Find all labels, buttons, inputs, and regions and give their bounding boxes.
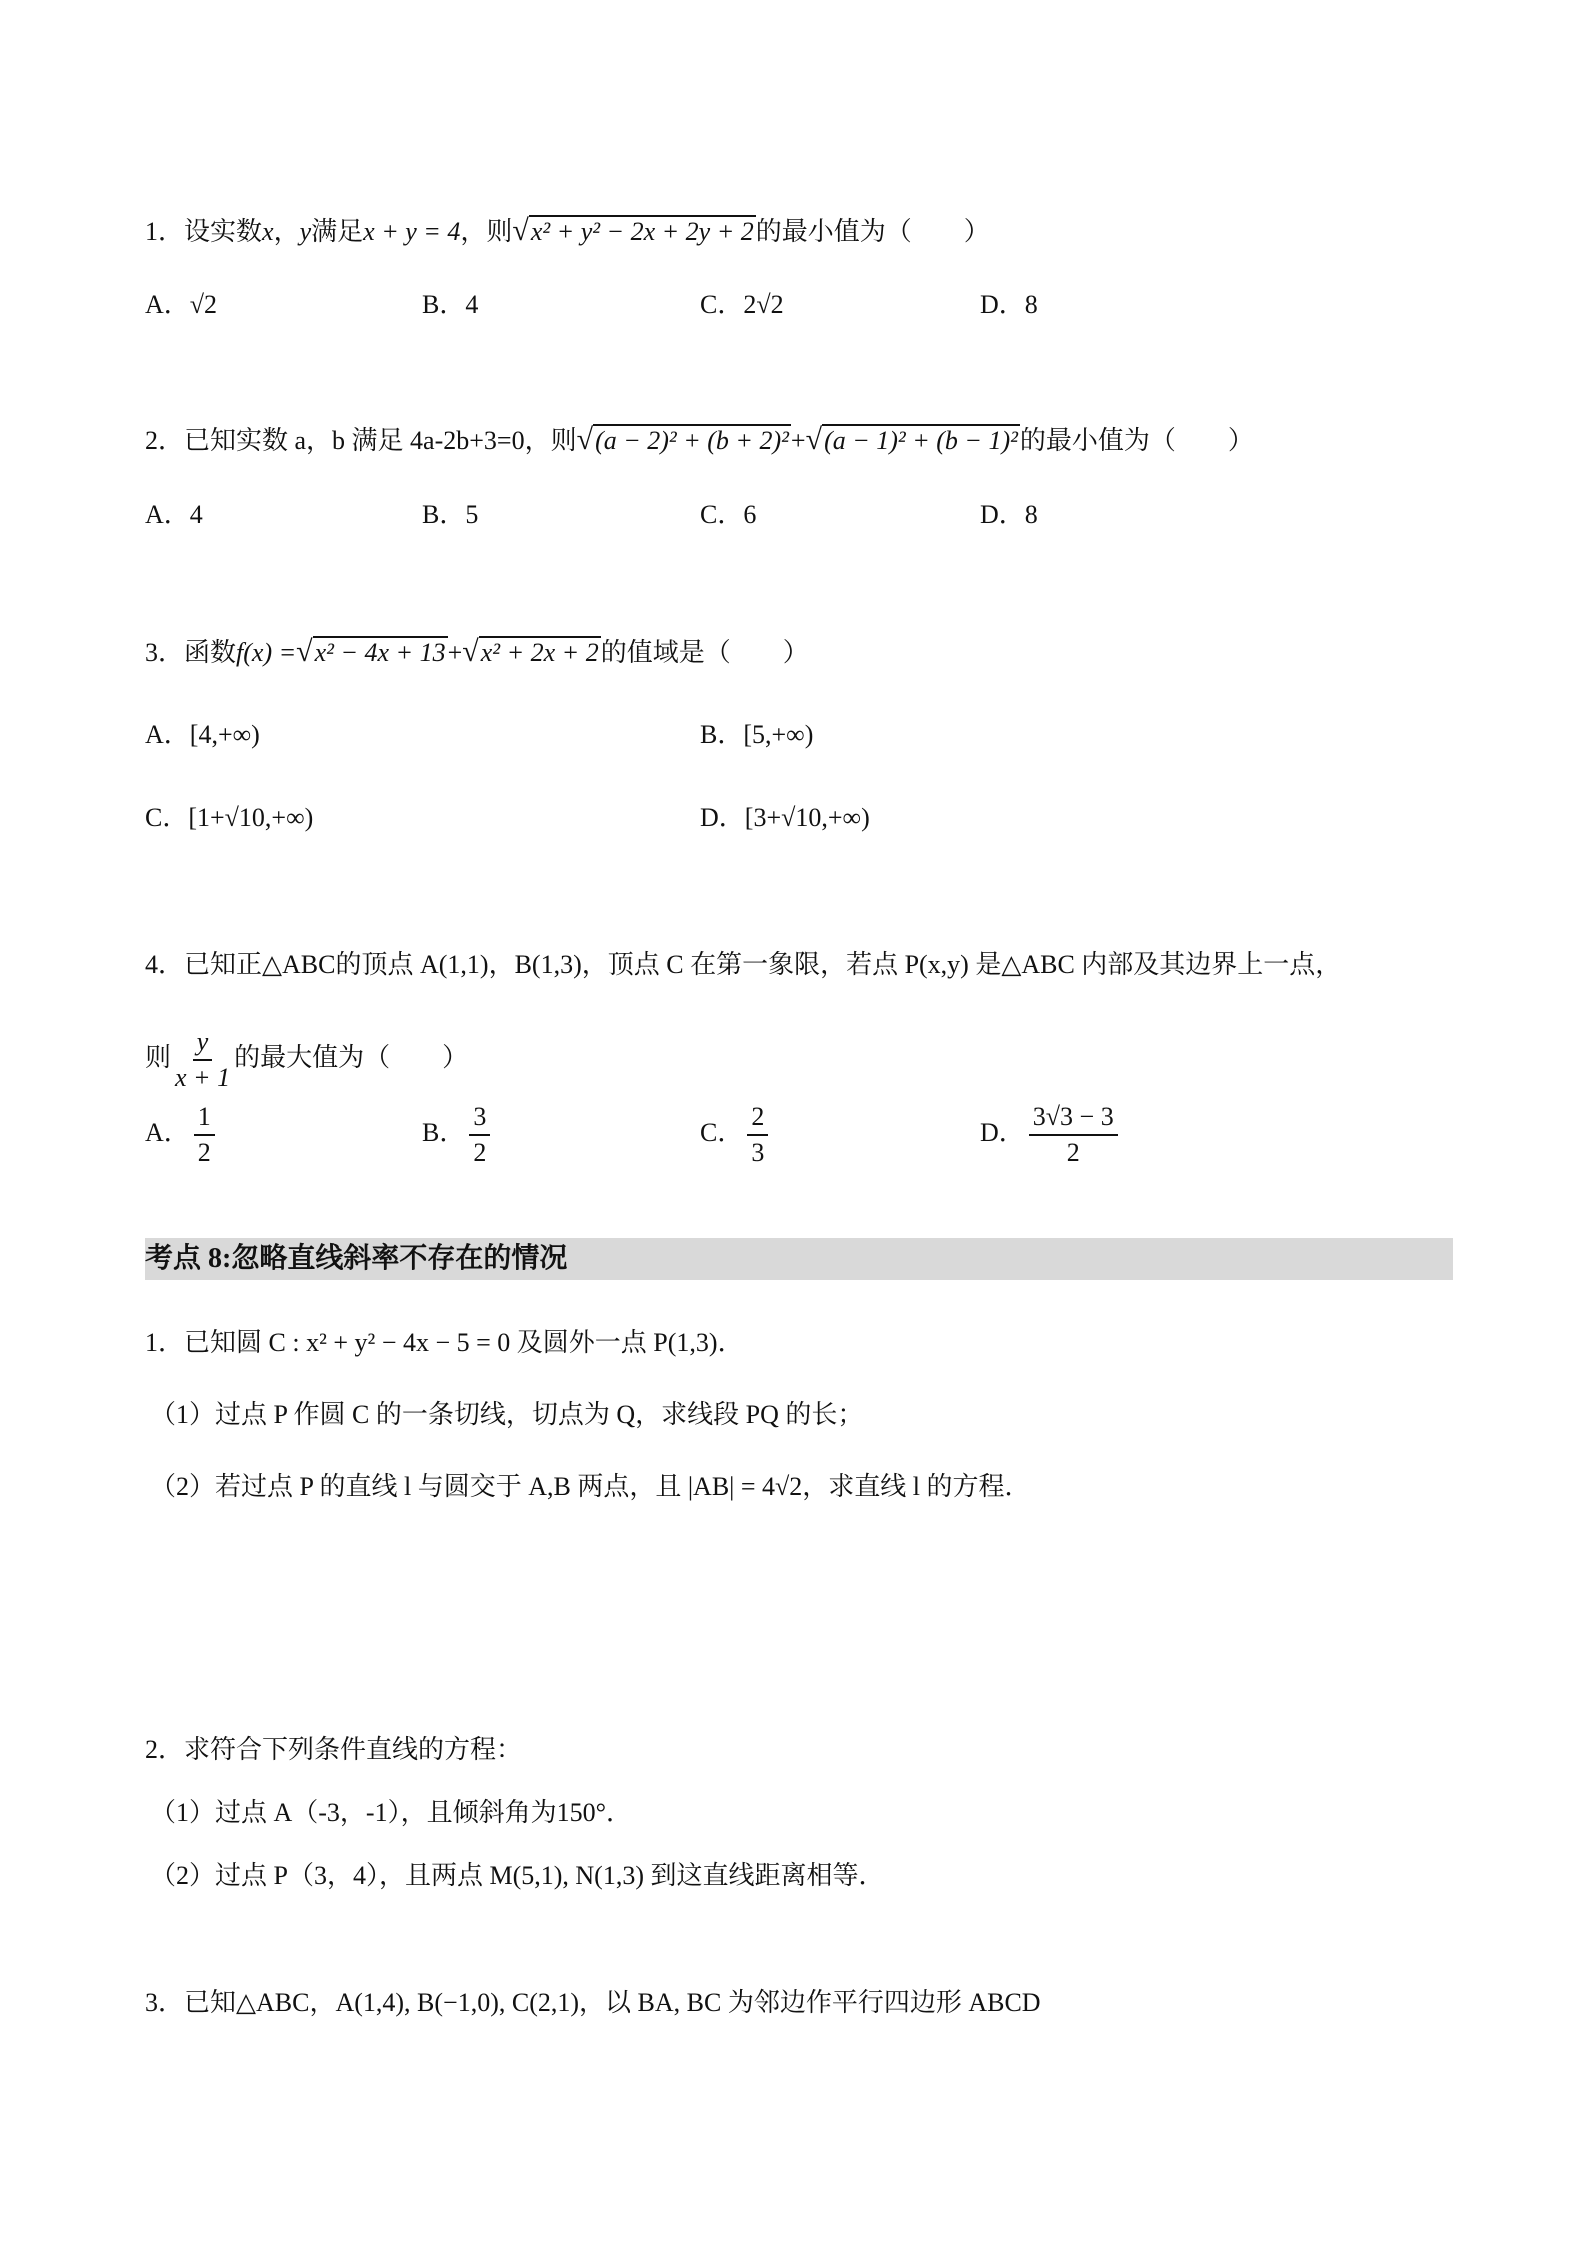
- question-4-line2: 则 $\frac{y}{x + 1}$ 的最大值为（ ）: [145, 1025, 468, 1095]
- section-question-1: 1．已知圆 C : x² + y² − 4x − 5 = 0 及圆外一点 P(1,3)．: [145, 1328, 744, 1357]
- sqrt-expression: √x² + y² − 2x + 2y + 2: [512, 214, 754, 247]
- option-a: A．4: [145, 500, 203, 529]
- q-text: 已知实数 a，b 满足 4a-2b+3=0，则: [184, 426, 577, 455]
- option-a: A． $\frac{1}{2}$: [145, 1100, 219, 1170]
- option-c: C． $\frac{2}{3}$: [700, 1100, 772, 1170]
- option-a: A．√2: [145, 290, 218, 319]
- q-number: 1．: [145, 217, 185, 246]
- option-d: D．[3+√10,+∞): [700, 803, 870, 832]
- section-question-3: 3．已知△ABC，A(1,4), B(−1,0), C(2,1)，以 BA, BC 为邻边作平行四边形 ABCD: [145, 1988, 1041, 2017]
- sub-question-2: （2）过点 P（3，4），且两点 M(5,1), N(1,3) 到这直线距离相等．: [150, 1861, 885, 1890]
- option-d: D． $\frac{3√3 - 3}{2}$: [980, 1100, 1122, 1170]
- section-header: 考点 8:忽略直线斜率不存在的情况: [145, 1238, 1453, 1280]
- option-b: B． $\frac{3}{2}$: [422, 1100, 494, 1170]
- option-c: C．2√2: [700, 290, 784, 319]
- q-text: 的最小值为（ ）: [755, 217, 990, 246]
- section-question-2: 2．求符合下列条件直线的方程：: [145, 1735, 523, 1764]
- option-b: B．5: [422, 500, 479, 529]
- option-c: C．6: [700, 500, 757, 529]
- var: y: [299, 217, 312, 246]
- option-a: A．[4,+∞): [145, 720, 260, 749]
- option-d: D．8: [980, 500, 1038, 529]
- question-2: 2．已知实数 a，b 满足 4a-2b+3=0，则√(a − 2)² + (b + 2)²+√(a − 1)² + (b − 1)²的最小值为（ ）: [145, 420, 1254, 461]
- question-1: [145, 211, 990, 252]
- radicand: x² + y² − 2x + 2y + 2: [530, 217, 754, 246]
- sqrt-expression: √(a − 1)² + (b − 1)²: [805, 423, 1018, 456]
- q-text: 设实数: [184, 217, 263, 246]
- condition: x + y = 4: [363, 217, 461, 246]
- q-text: 满足: [311, 217, 364, 246]
- fraction: $\frac{y}{x + 1}$: [175, 1027, 231, 1092]
- sqrt-expression: √(a − 2)² + (b + 2)²: [576, 423, 789, 456]
- question-4: 4．已知正△ABC的顶点 A(1,1)，B(1,3)，顶点 C 在第一象限，若点 P(x,y) 是△ABC 内部及其边界上一点，: [145, 950, 1342, 979]
- sub-question-1: （1）过点 P 作圆 C 的一条切线，切点为 Q，求线段 PQ 的长；: [150, 1400, 864, 1429]
- option-b: B．4: [422, 290, 479, 319]
- sub-question-1: （1）过点 A（-3，-1），且倾斜角为150°．: [150, 1798, 632, 1827]
- option-b: B．[5,+∞): [700, 720, 814, 749]
- sqrt-expression: √x² + 2x + 2: [462, 635, 599, 668]
- sub-question-2: （2）若过点 P 的直线 l 与圆交于 A,B 两点，且 |AB| = 4√2，求直线 l 的方程．: [150, 1472, 1031, 1501]
- q-text: ，则: [460, 217, 513, 246]
- q-text: ，: [273, 217, 300, 246]
- option-d: D．8: [980, 290, 1038, 319]
- sqrt-expression: √x² − 4x + 13: [296, 635, 446, 668]
- option-c: C．[1+√10,+∞): [145, 803, 314, 832]
- var: x: [262, 217, 274, 246]
- question-3: 3．函数f(x) =√x² − 4x + 13+√x² + 2x + 2的值域是（ ）: [145, 632, 809, 673]
